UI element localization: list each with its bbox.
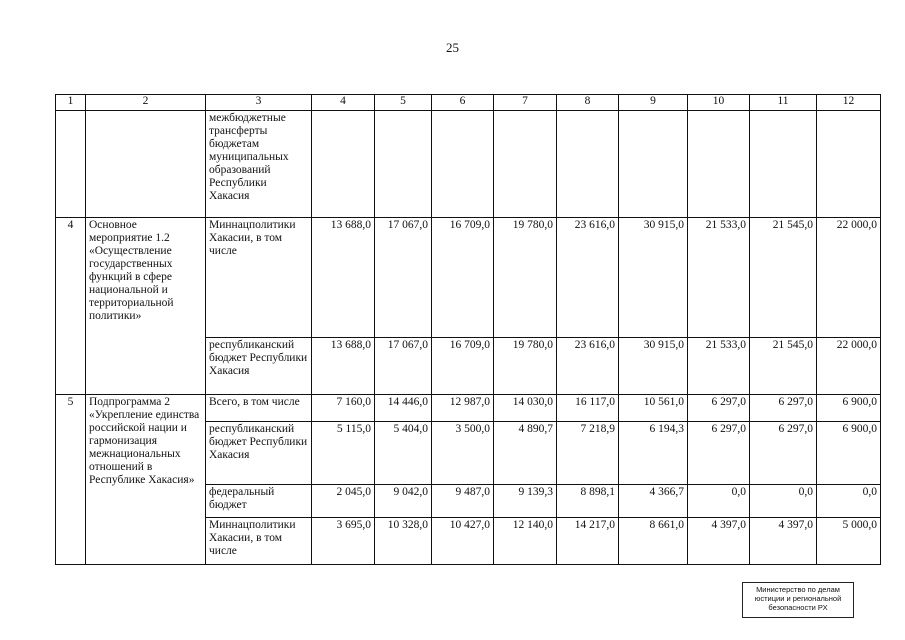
registration-stamp	[742, 582, 854, 618]
value-cell: 6 297,0	[688, 422, 750, 485]
value-cell: 21 533,0	[688, 338, 750, 395]
value-cell: 8 898,1	[557, 485, 619, 518]
value-cell: 4 397,0	[750, 518, 817, 565]
value-cell	[619, 111, 688, 218]
value-cell: 16 117,0	[557, 395, 619, 422]
value-cell: 0,0	[750, 485, 817, 518]
value-cell: 16 709,0	[432, 338, 494, 395]
value-cell: 14 217,0	[557, 518, 619, 565]
value-cell: 14 446,0	[375, 395, 432, 422]
header-row	[56, 95, 881, 111]
value-cell: 21 545,0	[750, 218, 817, 338]
column-header: 1	[56, 95, 86, 111]
value-cell: 10 328,0	[375, 518, 432, 565]
column-header: 3	[206, 95, 312, 111]
value-cell: 4 366,7	[619, 485, 688, 518]
value-cell	[688, 111, 750, 218]
budget-table	[55, 94, 881, 565]
value-cell: 5 404,0	[375, 422, 432, 485]
value-cell: 30 915,0	[619, 218, 688, 338]
row-index: 5	[56, 395, 86, 565]
value-cell: 5 115,0	[312, 422, 375, 485]
value-cell: 19 780,0	[494, 338, 557, 395]
value-cell: 9 139,3	[494, 485, 557, 518]
table-row	[56, 111, 881, 218]
value-cell: 5 000,0	[817, 518, 881, 565]
funding-source: республиканский бюджет Республики Хакасия	[206, 422, 312, 485]
column-header: 7	[494, 95, 557, 111]
value-cell: 22 000,0	[817, 338, 881, 395]
value-cell: 7 218,9	[557, 422, 619, 485]
value-cell: 6 297,0	[750, 395, 817, 422]
value-cell: 30 915,0	[619, 338, 688, 395]
value-cell: 4 397,0	[688, 518, 750, 565]
column-header: 12	[817, 95, 881, 111]
value-cell: 9 487,0	[432, 485, 494, 518]
value-cell	[494, 111, 557, 218]
value-cell: 21 533,0	[688, 218, 750, 338]
value-cell	[557, 111, 619, 218]
value-cell: 10 561,0	[619, 395, 688, 422]
value-cell: 19 780,0	[494, 218, 557, 338]
value-cell: 0,0	[817, 485, 881, 518]
funding-source: Всего, в том числе	[206, 395, 312, 422]
value-cell: 22 000,0	[817, 218, 881, 338]
value-cell: 6 297,0	[688, 395, 750, 422]
value-cell: 0,0	[688, 485, 750, 518]
value-cell: 17 067,0	[375, 338, 432, 395]
value-cell: 4 890,7	[494, 422, 557, 485]
value-cell: 3 695,0	[312, 518, 375, 565]
value-cell: 17 067,0	[375, 218, 432, 338]
value-cell	[312, 111, 375, 218]
value-cell: 3 500,0	[432, 422, 494, 485]
funding-source: Миннацполитики Хакасии, в том числе	[206, 518, 312, 565]
value-cell: 16 709,0	[432, 218, 494, 338]
measure-name: Основное мероприятие 1.2 «Осуществление государственных функций в сфере национальной и территориальной политики»	[86, 218, 206, 395]
value-cell: 6 194,3	[619, 422, 688, 485]
value-cell	[432, 111, 494, 218]
page-number: 25	[446, 40, 459, 55]
row-index	[56, 111, 86, 218]
value-cell: 12 987,0	[432, 395, 494, 422]
value-cell: 12 140,0	[494, 518, 557, 565]
column-header: 2	[86, 95, 206, 111]
measure-name: Подпрограмма 2 «Укрепление единства российской нации и гармонизация межнациональных отношений в Республике Хакасия»	[86, 395, 206, 565]
value-cell: 14 030,0	[494, 395, 557, 422]
column-header: 5	[375, 95, 432, 111]
column-header: 8	[557, 95, 619, 111]
funding-source: межбюджетные трансферты бюджетам муниципальных образований Республики Хакасия	[206, 111, 312, 218]
column-header: 9	[619, 95, 688, 111]
value-cell: 13 688,0	[312, 218, 375, 338]
value-cell: 13 688,0	[312, 338, 375, 395]
stamp-line: юстиции и региональной	[754, 594, 842, 603]
column-header: 4	[312, 95, 375, 111]
measure-name	[86, 111, 206, 218]
value-cell: 6 297,0	[750, 422, 817, 485]
value-cell: 9 042,0	[375, 485, 432, 518]
value-cell: 21 545,0	[750, 338, 817, 395]
value-cell: 10 427,0	[432, 518, 494, 565]
funding-source: Миннацполитики Хакасии, в том числе	[206, 218, 312, 338]
stamp-line: Министерство по делам	[756, 585, 840, 594]
value-cell: 2 045,0	[312, 485, 375, 518]
value-cell	[817, 111, 881, 218]
value-cell	[375, 111, 432, 218]
value-cell	[750, 111, 817, 218]
value-cell: 23 616,0	[557, 218, 619, 338]
value-cell: 7 160,0	[312, 395, 375, 422]
value-cell: 23 616,0	[557, 338, 619, 395]
column-header: 6	[432, 95, 494, 111]
table-row	[56, 395, 881, 422]
funding-source: федеральный бюджет	[206, 485, 312, 518]
column-header: 11	[750, 95, 817, 111]
column-header: 10	[688, 95, 750, 111]
value-cell: 6 900,0	[817, 395, 881, 422]
value-cell: 8 661,0	[619, 518, 688, 565]
row-index: 4	[56, 218, 86, 395]
table-row	[56, 218, 881, 338]
stamp-line: безопасности РХ	[768, 603, 828, 612]
value-cell: 6 900,0	[817, 422, 881, 485]
funding-source: республиканский бюджет Республики Хакасия	[206, 338, 312, 395]
